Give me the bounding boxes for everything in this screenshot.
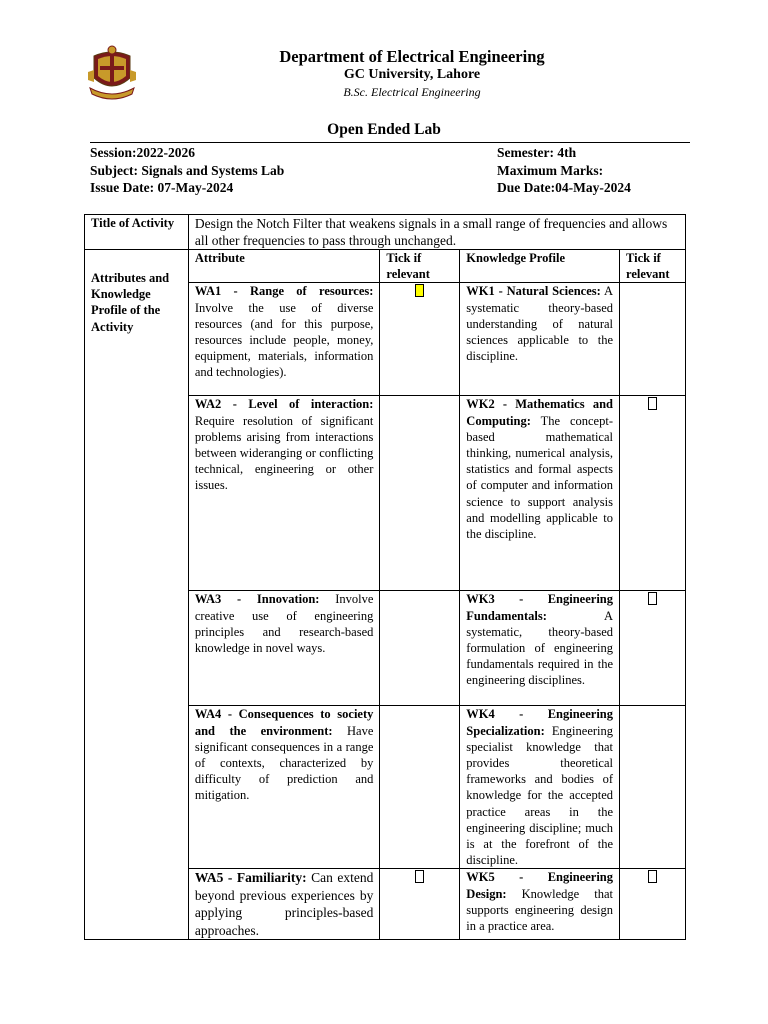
wa-tick-cell (380, 283, 460, 396)
wa-tick-cell (380, 869, 460, 940)
wa-cell (188, 591, 380, 706)
program-name: B.Sc. Electrical Engineering (343, 85, 481, 99)
wk-text: The concept- based mathematical thinking, numerical analysis, statistics and formal aspects of computer and information science to support analysis and modelling applicable to the discipline. (466, 413, 613, 542)
wk-cell (460, 283, 620, 396)
wa-cell (188, 706, 380, 869)
title-rest: that weakens signals in a small range of frequencies and allows all other frequencies to pass through unchanged. (194, 216, 668, 248)
lab-title: Open Ended Lab (327, 121, 441, 138)
wk-text: Knowledge that supports engineering design in a practice area. (466, 886, 613, 934)
wa-cell (188, 869, 380, 940)
wa-title: WA2 - Level of interaction: (194, 397, 374, 412)
header-row (85, 250, 686, 283)
wk-text: A systematic, theory-based formulation of engineering fundamentals required in the engineering disciplines. (466, 608, 613, 688)
department-name: Department of Electrical Engineering (279, 47, 545, 66)
wa-cell (188, 283, 380, 396)
title-rule (90, 142, 690, 143)
wa-title: WA4 - Consequences to society and the environment: (194, 707, 374, 738)
wa-text: Can extend beyond previous experiences by applying principles-based approaches. (194, 870, 374, 938)
wa-text: Require resolution of significant problems arising from interactions between wideranging or conflicting technical, engineering or other issues. (194, 413, 374, 493)
wa-tick-cell (380, 396, 460, 591)
subject: Subject: Signals and Systems Lab (90, 162, 285, 178)
wk-text: Engineering specialist knowledge that provides theoretical frameworks and bodies of knowledge for the accepted practice areas in the engineering discipline; much is at the forefront of the discipline. (466, 723, 613, 868)
checkbox-icon[interactable] (415, 870, 424, 883)
activity-table (84, 214, 686, 940)
wk-text: A systematic theory-based understanding of natural sciences applicable to the discipline. (466, 284, 613, 364)
checkbox-icon[interactable] (648, 870, 657, 883)
wk-title: WK3 - Engineering Fundamentals: (466, 592, 613, 623)
wk-title: WK1 - Natural Sciences: (466, 284, 601, 299)
title-label: Title of Activity (85, 215, 189, 250)
wa-text: Involve the use of diverse resources (and for this purpose, resources include people, money, equipment, materials, information and technologies). (194, 300, 374, 380)
checkbox-icon[interactable] (648, 592, 657, 605)
title-bold: Design the Notch Filter (194, 216, 322, 231)
wk-cell (460, 869, 620, 940)
wk-tick-cell (620, 283, 686, 396)
checkbox-icon[interactable] (648, 397, 657, 410)
col-knowledge: Knowledge Profile (460, 250, 620, 283)
wk-cell (460, 706, 620, 869)
title-row (85, 215, 686, 250)
session: Session:2022-2026 (90, 145, 196, 160)
wk-cell (460, 591, 620, 706)
wa-text: Have significant consequences in a range of contexts, characterized by difficulty of prediction and mitigation. (194, 723, 374, 803)
checkbox-icon[interactable] (415, 284, 424, 297)
attributes-label: Attributes and Knowledge Profile of the Activity (85, 250, 189, 940)
semester: Semester: 4th (497, 145, 577, 160)
wa-cell (188, 396, 380, 591)
issue-date: Issue Date: 07-May-2024 (90, 180, 234, 195)
col-attribute: Attribute (188, 250, 380, 283)
due-date: Due Date:04-May-2024 (497, 180, 631, 195)
title-description (188, 215, 685, 250)
meta-right (497, 144, 631, 197)
wk-tick-cell (620, 591, 686, 706)
wk-title: WK5 - Engineering Design: (466, 870, 613, 901)
wa-title: WA5 - Familiarity: (194, 870, 307, 886)
col-tick-knowledge: Tick if relevant (620, 250, 686, 283)
wk-tick-cell (620, 869, 686, 940)
meta-left (90, 144, 284, 197)
wk-tick-cell (620, 396, 686, 591)
wk-cell (460, 396, 620, 591)
university-name: GC University, Lahore (343, 67, 481, 82)
wk-title: WK2 - Mathematics and Computing: (466, 397, 613, 428)
wa-tick-cell (380, 591, 460, 706)
wa-title: WA1 - Range of resources: (194, 284, 374, 299)
wa-tick-cell (380, 706, 460, 869)
wa-title: WA3 - Innovation: (194, 592, 320, 607)
wk-tick-cell (620, 706, 686, 869)
wk-title: WK4 - Engineering Specialization: (466, 707, 613, 738)
wa-text: Involve creative use of engineering principles and research-based knowledge in novel ways. (194, 592, 374, 656)
col-tick-attribute: Tick if relevant (380, 250, 460, 283)
maximum-marks: Maximum Marks: (497, 162, 604, 178)
